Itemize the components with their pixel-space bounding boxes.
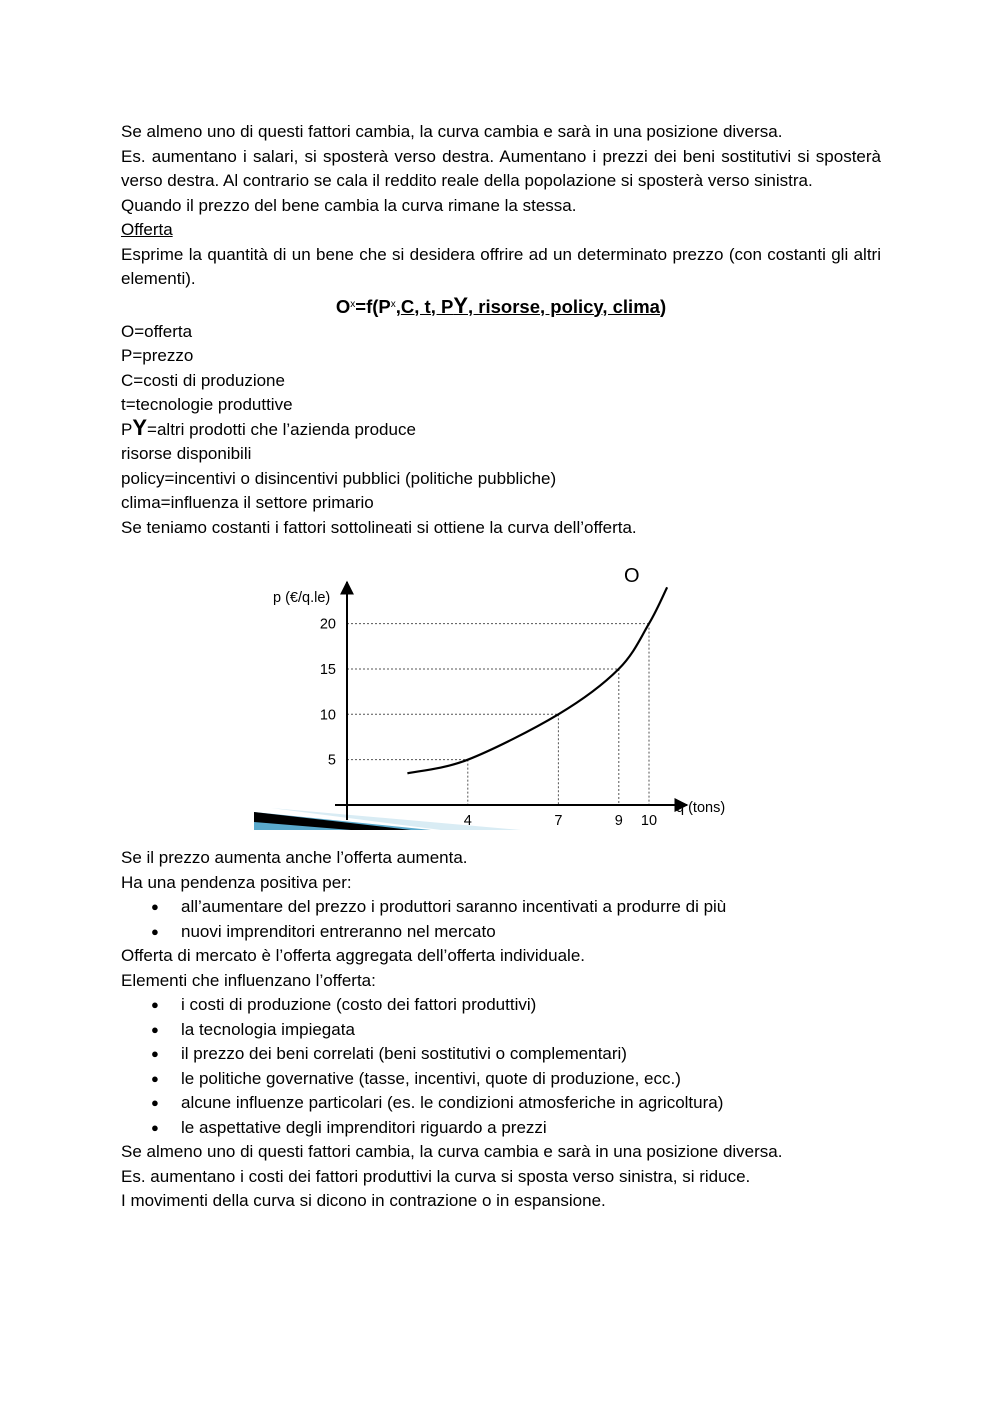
formula-comma: , xyxy=(395,295,401,317)
list-item: ● nuovi imprenditori entreranno nel mercato xyxy=(121,920,881,945)
formula-sup-x: x xyxy=(350,298,356,310)
offerta-heading: Offerta xyxy=(121,220,173,239)
y-tick-label-3: 20 xyxy=(319,616,336,633)
list-item: ● i costi di produzione (costo dei fattori produttivi) xyxy=(121,993,881,1018)
x-tick-label-1: 7 xyxy=(554,813,563,829)
y-tick-label-1: 10 xyxy=(319,707,336,724)
def-tecnologie: t=tecnologie produttive xyxy=(121,395,293,414)
after-line-2: Ha una pendenza positiva per: xyxy=(121,872,352,892)
intro-line-1: Se almeno uno di questi fattori cambia, la curva cambia e sarà in una posizione diversa. xyxy=(121,122,783,141)
y-tick-labels xyxy=(320,617,336,769)
after-line-7: I movimenti della curva si dicono in contrazione o in espansione. xyxy=(121,1191,606,1210)
x-tick-labels xyxy=(464,813,657,829)
formula-underlined xyxy=(400,292,660,318)
def-altri-prodotti xyxy=(121,414,881,443)
def-costi: C=costi di produzione xyxy=(121,370,285,390)
def-prezzo: P=prezzo xyxy=(121,346,194,365)
intro-line-2: Es. aumentano i salari, si sposterà verso destra. Aumentano i prezzi dei beni sostitutivi si sposterà verso destra. Al contrario se cala il reddito reale della popolazione si sposterà verso sinistra. xyxy=(121,146,881,190)
supply-formula xyxy=(121,292,881,320)
list-item: ● le politiche governative (tasse, incentivi, quote di produzione, ecc.) xyxy=(121,1067,881,1092)
intro-line-3: Quando il prezzo del bene cambia la curva rimane la stessa. xyxy=(121,195,577,215)
curve-label: O xyxy=(624,565,640,587)
def-py-y-symbol: Y xyxy=(132,414,148,440)
list-item: ● all’aumentare del prezzo i produttori saranno incentivati a produrre di più xyxy=(121,895,881,920)
formula-lhs: O xyxy=(335,295,351,317)
supply-chart-svg xyxy=(121,550,881,832)
document-page xyxy=(121,120,881,1214)
def-policy: policy=incentivi o disincentivi pubblici (politiche pubbliche) xyxy=(121,468,557,488)
after-line-6: Es. aumentano i costi dei fattori produttivi la curva si sposta verso sinistra, si riduce. xyxy=(121,1166,751,1186)
supply-chart xyxy=(121,550,881,832)
offerta-definition: Esprime la quantità di un bene che si desidera offrire ad un determinato prezzo (con costanti gli altri elementi). xyxy=(121,244,881,288)
formula-underlined-start: C, t, P xyxy=(400,295,454,317)
bullet-list-1 xyxy=(121,895,881,944)
formula-y-symbol: Y xyxy=(453,292,468,318)
formula-underlined-end: , risorse, policy, clima xyxy=(468,295,660,317)
y-tick-label-2: 15 xyxy=(319,661,336,678)
formula-eq: =f(P xyxy=(355,295,391,317)
def-risorse: risorse disponibili xyxy=(121,444,252,463)
list-item: ● le aspettative degli imprenditori riguardo a prezzi xyxy=(121,1116,881,1141)
y-tick-label-0: 5 xyxy=(327,752,336,769)
def-py-prefix: P xyxy=(121,419,133,439)
formula-sup-x-2: x xyxy=(390,298,396,310)
def-py-text: =altri prodotti che l’azienda produce xyxy=(147,419,416,439)
x-tick-label-0: 4 xyxy=(463,813,472,829)
after-line-5: Se almeno uno di questi fattori cambia, la curva cambia e sarà in una posizione diversa. xyxy=(121,1142,783,1161)
list-item: ● la tecnologia impiegata xyxy=(121,1018,881,1043)
list-item: ● il prezzo dei beni correlati (beni sostitutivi o complementari) xyxy=(121,1042,881,1067)
y-axis-label: p (€/q.le) xyxy=(273,590,331,606)
after-line-1: Se il prezzo aumenta anche l’offerta aumenta. xyxy=(121,848,468,867)
after-line-3: Offerta di mercato è l’offerta aggregata dell’offerta individuale. xyxy=(121,946,586,965)
guide-lines xyxy=(347,624,649,805)
after-line-4: Elementi che influenzano l’offerta: xyxy=(121,970,376,990)
supply-curve-sentence: Se teniamo costanti i fattori sottolineati si ottiene la curva dell’offerta. xyxy=(121,517,637,537)
bullet-list-2 xyxy=(121,993,881,1140)
def-offerta: O=offerta xyxy=(121,321,193,341)
formula-close: ) xyxy=(659,295,667,317)
supply-curve xyxy=(407,587,667,773)
def-clima: clima=influenza il settore primario xyxy=(121,493,374,512)
x-axis-label: q (tons) xyxy=(676,800,726,816)
list-item: ● alcune influenze particolari (es. le condizioni atmosferiche in agricoltura) xyxy=(121,1091,881,1116)
x-tick-label-3: 10 xyxy=(640,813,658,829)
x-tick-label-2: 9 xyxy=(614,813,623,829)
